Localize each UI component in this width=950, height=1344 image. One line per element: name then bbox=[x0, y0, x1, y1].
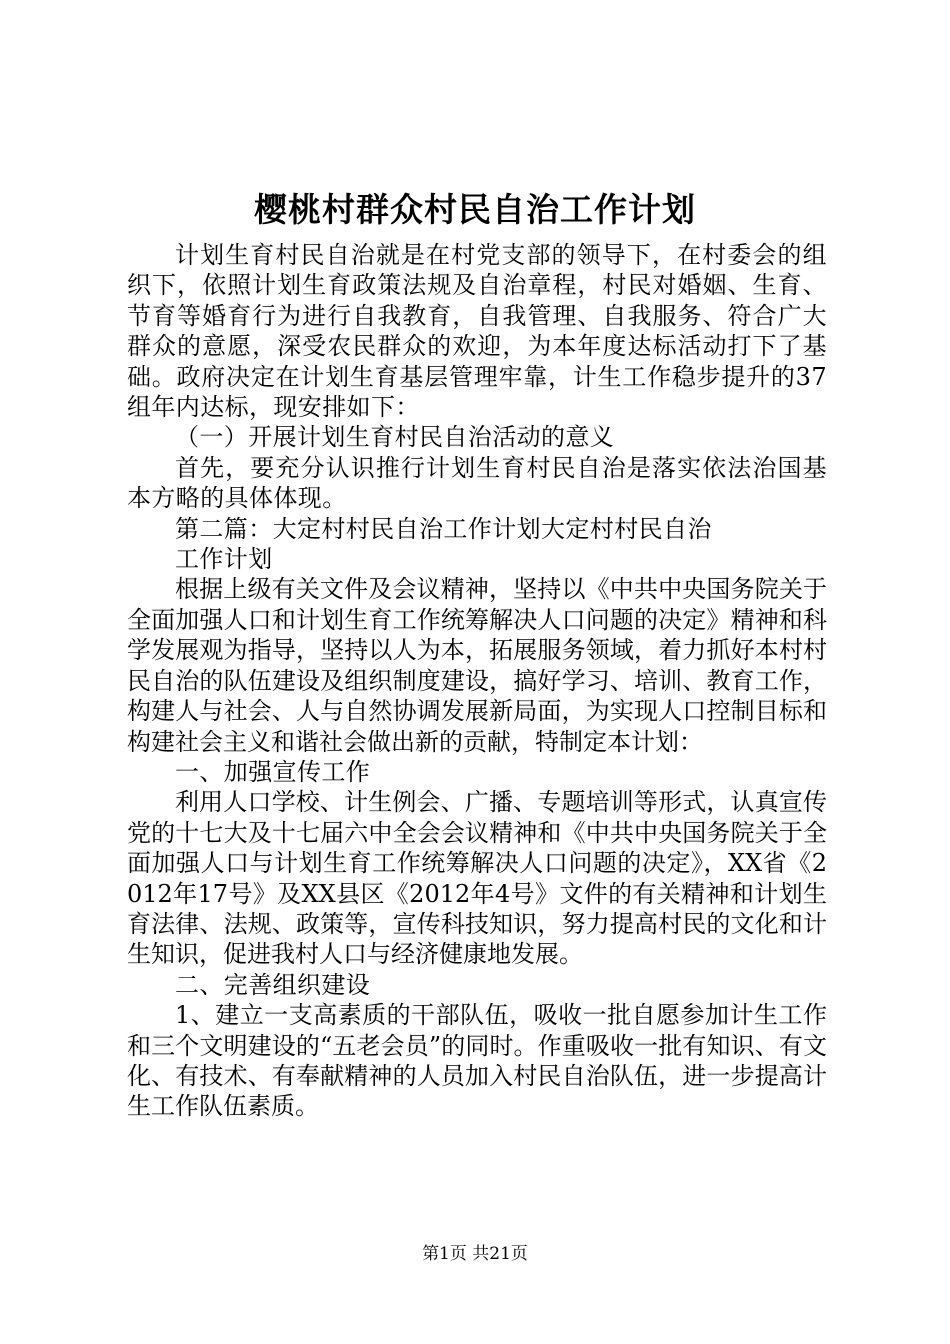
document-body bbox=[127, 240, 827, 1122]
guideline-paragraph: 根据上级有关文件及会议精神，坚持以《中共中央国务院关于全面加强人口和计划生育工作统筹解决人口问题的决定》精神和科学发展观为指导，坚持以人为本，拓展服务领域，着力抓好本村村民自治的队伍建设及组织制度建设，搞好学习、培训、教育工作，构建人与社会、人与自然协调发展新局面，为实现人口控制目标和构建社会主义和谐社会做出新的贡献，特制定本计划： bbox=[127, 575, 827, 756]
publicity-paragraph: 利用人口学校、计生例会、广播、专题培训等形式，认真宣传党的十七大及十七届六中全会会议精神和《中共中央国务院关于全面加强人口与计划生育工作统筹解决人口问题的决定》，XX省《2012年17号》及XX县区《2012年4号》文件的有关精神和计划生育法律、法规、政策等，宣传科技知识，努力提高村民的文化和计生知识，促进我村人口与经济健康地发展。 bbox=[127, 788, 827, 969]
part-two-heading-continued: 工作计划 bbox=[175, 545, 273, 574]
intro-paragraph: 计划生育村民自治就是在村党支部的领导下，在村委会的组织下，依照计划生育政策法规及自治章程，村民对婚姻、生育、节育等婚育行为进行自我教育，自我管理、自我服务、符合广大群众的意愿，深受农民群众的欢迎，为本年度达标活动打下了基础。政府决定在计划生育基层管理牢靠，计生工作稳步提升的37组年内达标，现安排如下： bbox=[127, 241, 827, 422]
section-heading-publicity: 一、加强宣传工作 bbox=[175, 757, 371, 786]
section-heading-significance: （一）开展计划生育村民自治活动的意义 bbox=[175, 423, 615, 452]
organization-paragraph: 1、建立一支高素质的干部队伍，吸收一批自愿参加计生工作和三个文明建设的“五老会员”的同时。作重吸收一批有知识、有文化、有技术、有奉献精神的人员加入村民自治队伍，进一步提高计生工作队伍素质。 bbox=[127, 1001, 827, 1121]
significance-paragraph: 首先，要充分认识推行计划生育村民自治是落实依法治国基本方略的具体体现。 bbox=[127, 453, 827, 513]
section-heading-organization: 二、完善组织建设 bbox=[175, 970, 371, 999]
part-two-heading: 第二篇：大定村村民自治工作计划大定村村民自治 bbox=[175, 514, 712, 543]
document-title: 樱桃村群众村民自治工作计划 bbox=[254, 190, 696, 229]
page-number-footer: 第1页 共21页 bbox=[422, 1244, 528, 1264]
